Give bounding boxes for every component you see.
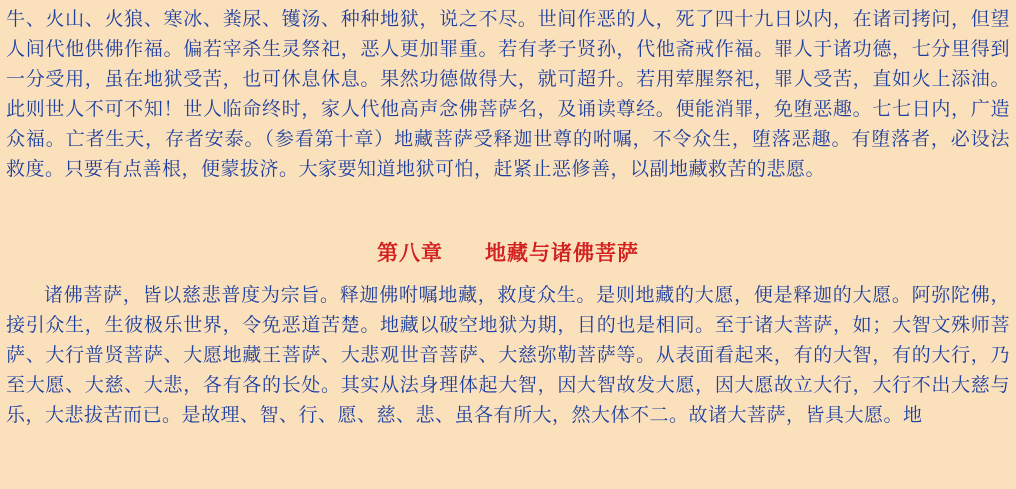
body-paragraph-1: 牛、火山、火狼、寒冰、粪尿、镬汤、种种地狱，说之不尽。世间作恶的人，死了四十九日以内，在诸司拷问，但望人间代他供佛作福。偏若宰杀生灵祭祀，恶人更加罪重。若有孝子贤孙，代他斋戒作福。罪人于诸功德，七分里得到一分受用，虽在地狱受苦，也可休息休息。果然功德做得大，就可超升。若用荤腥祭祀，罪人受苦，直如火上添油。此则世人不可不知！世人临命终时，家人代他高声念佛菩萨名，及诵读尊经。便能消罪，免堕恶趣。七七日内，广造众福。亡者生天，存者安泰。（参看第十章）地藏菩萨受释迦世尊的咐嘱，不令众生，堕落恶趣。有堕落者，必设法救度。只要有点善根，便蒙拔济。大家要知道地狱可怕，赶紧止恶修善，以副地藏救苦的悲愿。 xyxy=(6,8,1010,180)
section-spacer xyxy=(6,184,1010,238)
section-paragraph-1: 诸佛菩萨，皆以慈悲普度为宗旨。释迦佛咐嘱地藏，救度众生。是则地藏的大愿，便是释迦的大愿。阿弥陀佛，接引众生，生彼极乐世界，令免恶道苦楚。地藏以破空地狱为期，目的也是相同。至于诸大菩萨，如；大智文殊师菩萨、大行普贤菩萨、大愿地藏王菩萨、大悲观世音菩萨、大慈弥勒菩萨等。从表面看起来，有的大智，有的大行，乃至大愿、大慈、大悲，各有各的长处。其实从法身理体起大智，因大智故发大愿，因大愿故立大行，大行不出大慈与乐，大悲拔苦而已。是故理、智、行、愿、慈、悲、虽各有所大，然大体不二。故诸大菩萨，皆具大愿。地 xyxy=(6,284,1010,426)
chapter-number: 第八章 xyxy=(377,240,443,265)
heading-spacer xyxy=(6,268,1010,280)
chapter-heading xyxy=(6,238,1010,268)
chapter-title: 地藏与诸佛菩萨 xyxy=(485,240,639,265)
